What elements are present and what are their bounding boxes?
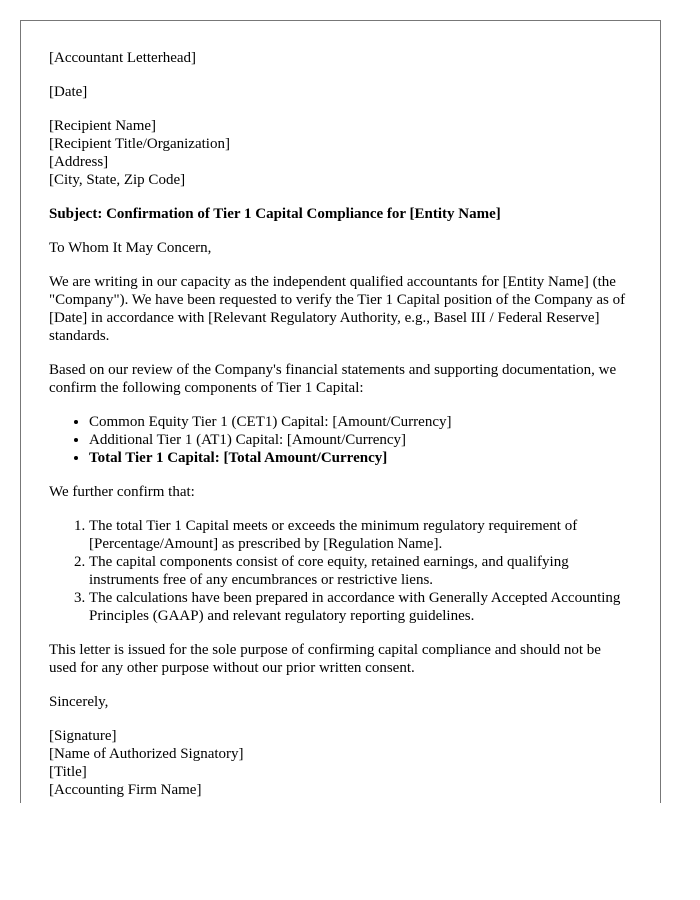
letter-page [20,20,661,803]
list-item-total: • Total Tier 1 Capital: [Total Amount/Currency] [89,449,632,467]
recipient-city-state-zip: [City, State, Zip Code] [49,172,186,188]
further-confirm-text: We further confirm that: [49,484,195,500]
recipient-block [49,117,632,189]
recipient-name: [Recipient Name] [49,118,157,134]
subject-line: Subject: Confirmation of Tier 1 Capital Compliance for [Entity Name] [49,206,501,222]
letter-date: [Date] [49,84,88,100]
recipient-address: [Address] [49,154,109,170]
confirmations-list [49,517,632,625]
signature-block [49,727,632,799]
review-paragraph: Based on our review of the Company's financial statements and supporting documentation, we confirm the following components of Tier 1 Capital: [49,362,617,396]
recipient-title: [Recipient Title/Organization] [49,136,230,152]
accounting-firm-name: [Accounting Firm Name] [49,782,202,798]
sign-off: Sincerely, [49,694,109,710]
salutation: To Whom It May Concern, [49,240,212,256]
list-item-requirement: 1. The total Tier 1 Capital meets or exceeds the minimum regulatory requirement of [Percentage/Amount] as prescribed by [Regulation Name]. [89,517,632,553]
list-item-components: 2. The capital components consist of core equity, retained earnings, and qualifying instruments free of any encumbrances or restrictive liens. [89,553,632,589]
list-item-calculations: 3. The calculations have been prepared in accordance with Generally Accepted Accounting Principles (GAAP) and relevant regulatory reporting guidelines. [89,589,632,625]
list-item-at1: • Additional Tier 1 (AT1) Capital: [Amount/Currency] [89,431,632,449]
list-item-cet1: • Common Equity Tier 1 (CET1) Capital: [Amount/Currency] [89,413,632,431]
signatory-title: [Title] [49,764,87,780]
closing-paragraph: This letter is issued for the sole purpose of confirming capital compliance and should not be used for any other purpose without our prior written consent. [49,642,601,676]
intro-paragraph: We are writing in our capacity as the independent qualified accountants for [Entity Name] (the "Company"). We have been requested to verify the Tier 1 Capital position of the Company as of [Date] in accordance with [Relevant Regulatory Authority, e.g., Basel III / Federal Reserve] standards. [49,274,626,344]
letterhead: [Accountant Letterhead] [49,50,197,66]
signature-line: [Signature] [49,728,117,744]
signatory-name: [Name of Authorized Signatory] [49,746,244,762]
capital-components-list [49,413,632,467]
